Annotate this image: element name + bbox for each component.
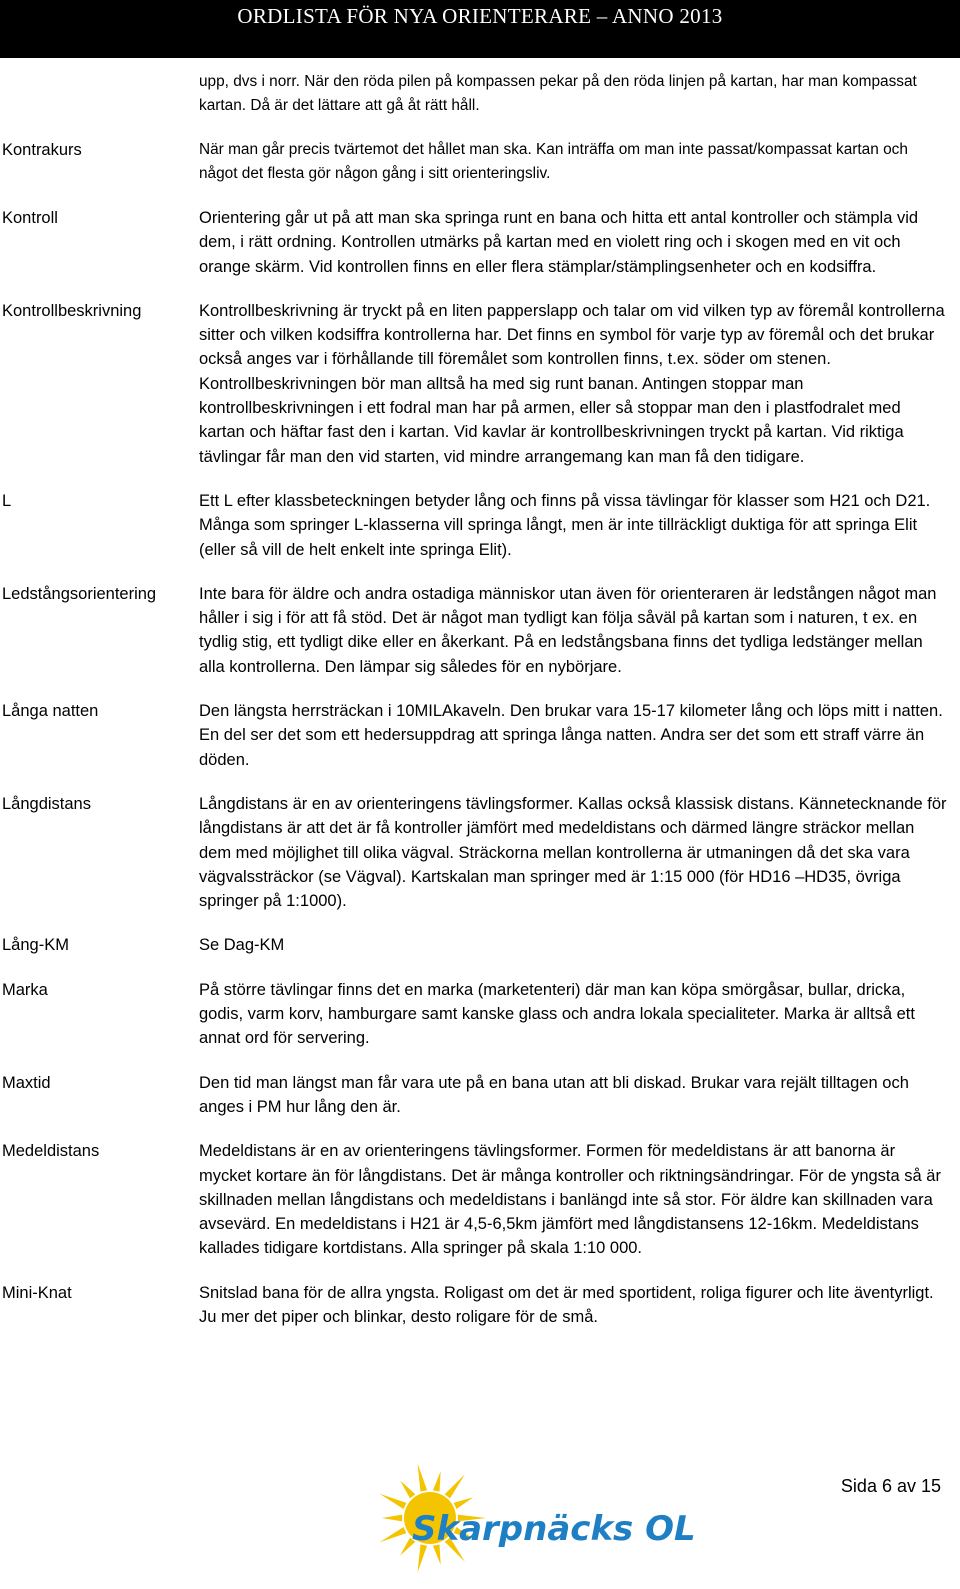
glossary-term: Mini-Knat <box>2 1283 72 1302</box>
glossary-term: L <box>2 491 12 510</box>
glossary-term: Långa natten <box>2 702 99 721</box>
glossary-term: Ledstångsorientering <box>2 584 157 603</box>
glossary-definition: Den tid man längst man får vara ute på en bana utan att bli diskad. Brukar vara rejält tilltagen och anges i PM hur lång den är. <box>199 1073 909 1116</box>
glossary-definition: Kontrollbeskrivning är tryckt på en liten papperslapp och talar om vid vilken typ av föremål kontrollerna sitter och vilken kodsiffra kontrollerna har. Det finns en symbol för varje typ av föremål och det brukar också anges var i förhållande till föremålet som kontrollen finns, t.ex. söder om stenen. Kontrollbeskrivningen bör man alltså ha med sig runt banan. Antingen stoppar man kontrollbeskrivningen i ett fodral man har på armen, eller så stoppar man den i plastfodralet med kartan och häftar fast den i kartan. Vid kavlar är kontrollbeskrivningen tryckt på kartan. Vid riktiga tävlingar får man den vid starten, vid mindre arrangemang kan man få den tidigare. <box>199 301 945 466</box>
glossary-term: Medeldistans <box>2 1142 100 1161</box>
glossary-definition: Den längsta herrsträckan i 10MILAkaveln. Den brukar vara 15-17 kilometer lång och löps mitt i natten. En del ser det som ett hedersuppdrag att springa långa natten. Andra ser det som ett straff värre än döden. <box>199 702 943 769</box>
glossary-entry <box>0 792 960 913</box>
document-header <box>0 0 960 58</box>
glossary-definition: Snitslad bana för de allra yngsta. Roligast om det är med sportident, roliga figurer och lite äventyrligt. Ju mer det piper och blinkar, desto roligare för de små. <box>199 1283 934 1326</box>
glossary-entry <box>0 933 960 957</box>
glossary-definition: På större tävlingar finns det en marka (marketenteri) där man kan köpa smörgåsar, bullar, dricka, godis, varm korv, hamburgare samt kanske glass och andra lokala specialiteter. Marka är alltså ett annat ord för servering. <box>199 980 915 1048</box>
glossary-definition: Orientering går ut på att man ska springa runt en bana och hitta ett antal kontroller och stämpla vid dem, i rätt ordning. Kontrollen utmärks på kartan med en violett ring och i skogen med en vit och orange skärm. Vid kontrollen finns en eller flera stämplar/stämplingsenheter och en kodsiffra. <box>199 209 919 276</box>
glossary-definition: Inte bara för äldre och andra ostadiga människor utan även för orienteraren är ledstången något man håller i sig i för att få stöd. Det är något man tydligt kan följa såväl på kartan som i naturen, t ex. en tydlig stig, ett tydligt dike eller en åkerkant. På en ledstångsbana finns det tydliga ledstänger mellan alla kontrollerna. Den lämpar sig således för en nybörjare. <box>199 584 937 676</box>
document-title: ORDLISTA FÖR NYA ORIENTERARE – ANNO 2013 <box>237 4 723 28</box>
glossary-list <box>0 70 960 1349</box>
glossary-entry <box>0 489 960 562</box>
glossary-entry <box>0 1139 960 1260</box>
glossary-term: Kontrollbeskrivning <box>2 301 142 320</box>
glossary-entry <box>0 582 960 679</box>
continued-paragraph: upp, dvs i norr. När den röda pilen på kompassen pekar på den röda linjen på kartan, har man kompassat kartan. Då är det lättare att gå åt rätt håll. <box>199 73 917 114</box>
glossary-term: Långdistans <box>2 794 91 813</box>
glossary-definition: Ett L efter klassbeteckningen betyder lång och finns på vissa tävlingar för klasser som H21 och D21. Många som springer L-klasserna vill springa långt, men är inte tillräckligt duktiga för att springa Elit (eller så vill de helt enkelt inte springa Elit). <box>199 491 931 559</box>
glossary-term: Kontroll <box>2 209 58 227</box>
glossary-definition: Se Dag-KM <box>199 936 285 955</box>
glossary-definition: När man går precis tvärtemot det hållet man ska. Kan inträffa om man inte passat/kompassat kartan och något det flesta gör någon gång i sitt orienteringsliv. <box>199 141 908 182</box>
club-logo <box>372 1466 696 1584</box>
glossary-definition: Långdistans är en av orienteringens tävlingsformer. Kallas också klassisk distans. Kännetecknande för långdistans är att det är få kontroller jämfört med medeldistans och därmed längre sträckor mellan dem med möjlighet till olika vägval. Sträckorna mellan kontrollerna är utmaningen då det ska vara vägvalssträckor (se Vägval). Kartskalan man springer med är 1:15 000 (för HD16 –HD35, övriga springer på 1:1000). <box>199 794 947 911</box>
glossary-term: Lång-KM <box>2 936 69 955</box>
glossary-term: Marka <box>2 980 48 999</box>
glossary-term: Maxtid <box>2 1073 51 1092</box>
glossary-term: Kontrakurs <box>2 141 82 159</box>
glossary-entry <box>0 699 960 772</box>
glossary-entry <box>0 978 960 1051</box>
glossary-entry <box>0 299 960 469</box>
glossary-entry <box>0 1071 960 1120</box>
glossary-entry <box>0 1281 960 1330</box>
page-number: Sida 6 av 15 <box>840 1476 941 1496</box>
glossary-definition: Medeldistans är en av orienteringens tävlingsformer. Formen för medeldistans är att banorna är mycket kortare än för långdistans. Det är många kontroller och riktningsändringar. För de yngsta så är skillnaden mellan långdistans och medeldistans i banlängd inte så stor. För äldre kan skillnaden vara avsevärd. En medeldistans i H21 är 4,5-6,5km jämfört med långdistansens 12-16km. Medeldistans kallades tidigare kortdistans. Alla springer på skala 1:10 000. <box>199 1142 941 1258</box>
glossary-entry <box>0 206 960 279</box>
logo-text: Skarpnäcks OL <box>412 1509 696 1549</box>
glossary-entry <box>0 138 960 186</box>
